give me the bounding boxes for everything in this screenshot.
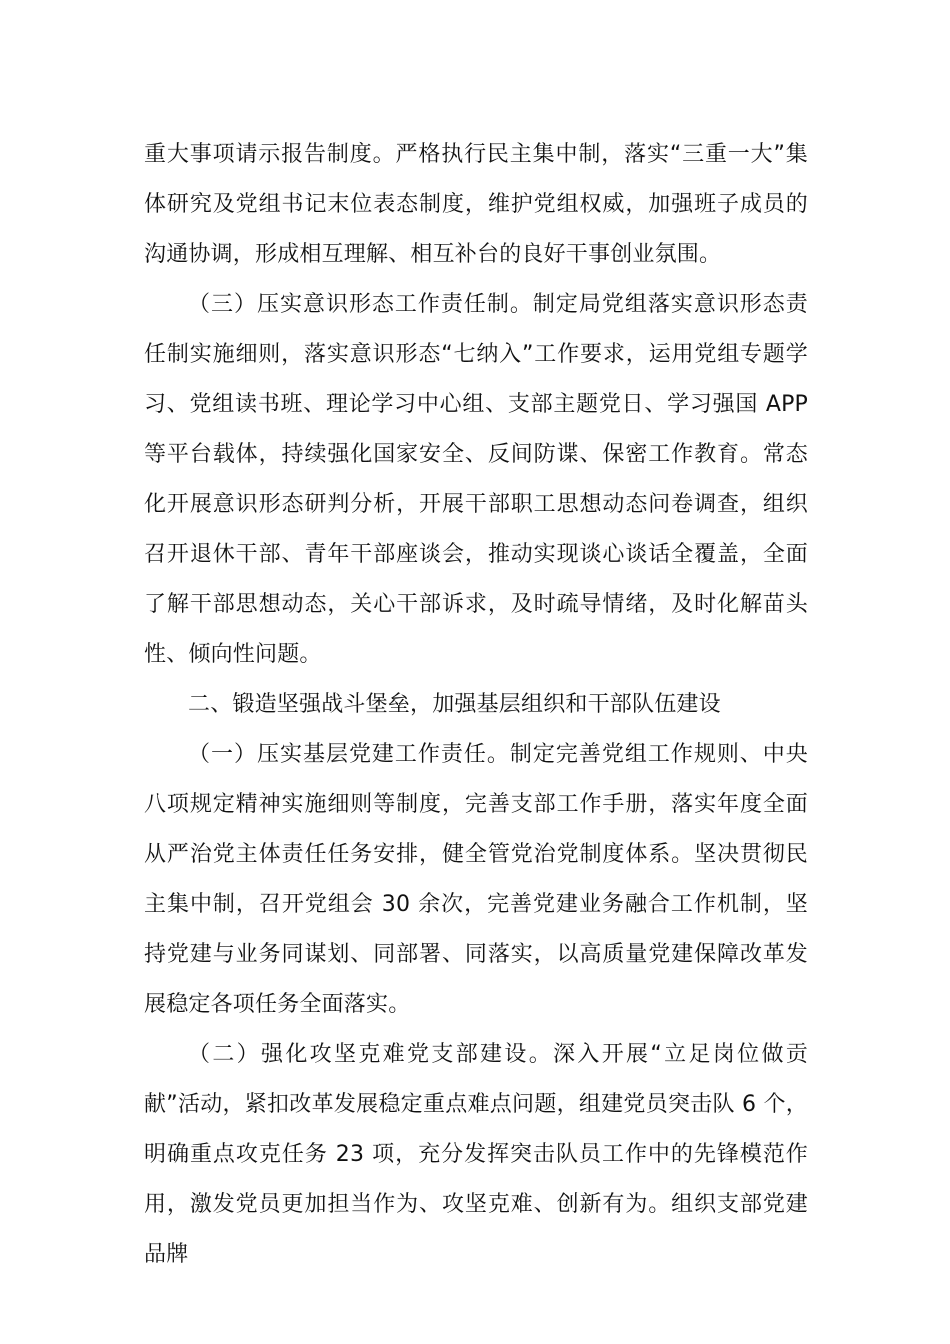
document-body [144, 130, 808, 1280]
body-paragraph-4: （二）强化攻坚克难党支部建设。深入开展“立足岗位做贡献”活动，紧扣改革发展稳定重点难点问题，组建党员突击队 6 个，明确重点攻克任务 23 项，充分发挥突击队员工作中的先锋模范作用，激发党员更加担当作为、攻坚克难、创新有为。组织支部党建品牌 [144, 1042, 808, 1267]
body-paragraph-1: 重大事项请示报告制度。严格执行民主集中制，落实“三重一大”集体研究及党组书记末位表态制度，维护党组权威，加强班子成员的沟通协调，形成相互理解、相互补台的良好干事创业氛围。 [144, 142, 808, 267]
body-paragraph-2: （三）压实意识形态工作责任制。制定局党组落实意识形态责任制实施细则，落实意识形态“七纳入”工作要求，运用党组专题学习、党组读书班、理论学习中心组、支部主题党日、学习强国 APP 等平台载体，持续强化国家安全、反间防谍、保密工作教育。常态化开展意识形态研判分析，开展干部职工思想动态问卷调查，组织召开退休干部、青年干部座谈会，推动实现谈心谈话全覆盖，全面了解干部思想动态，关心干部诉求，及时疏导情绪，及时化解苗头性、倾向性问题。 [144, 292, 808, 667]
section-heading-2: 二、锻造坚强战斗堡垒，加强基层组织和干部队伍建设 [188, 692, 721, 717]
body-paragraph-3: （一）压实基层党建工作责任。制定完善党组工作规则、中央八项规定精神实施细则等制度，完善支部工作手册，落实年度全面从严治党主体责任任务安排，健全管党治党制度体系。坚决贯彻民主集中制，召开党组会 30 余次，完善党建业务融合工作机制，坚持党建与业务同谋划、同部署、同落实，以高质量党建保障改革发展稳定各项任务全面落实。 [144, 742, 808, 1017]
